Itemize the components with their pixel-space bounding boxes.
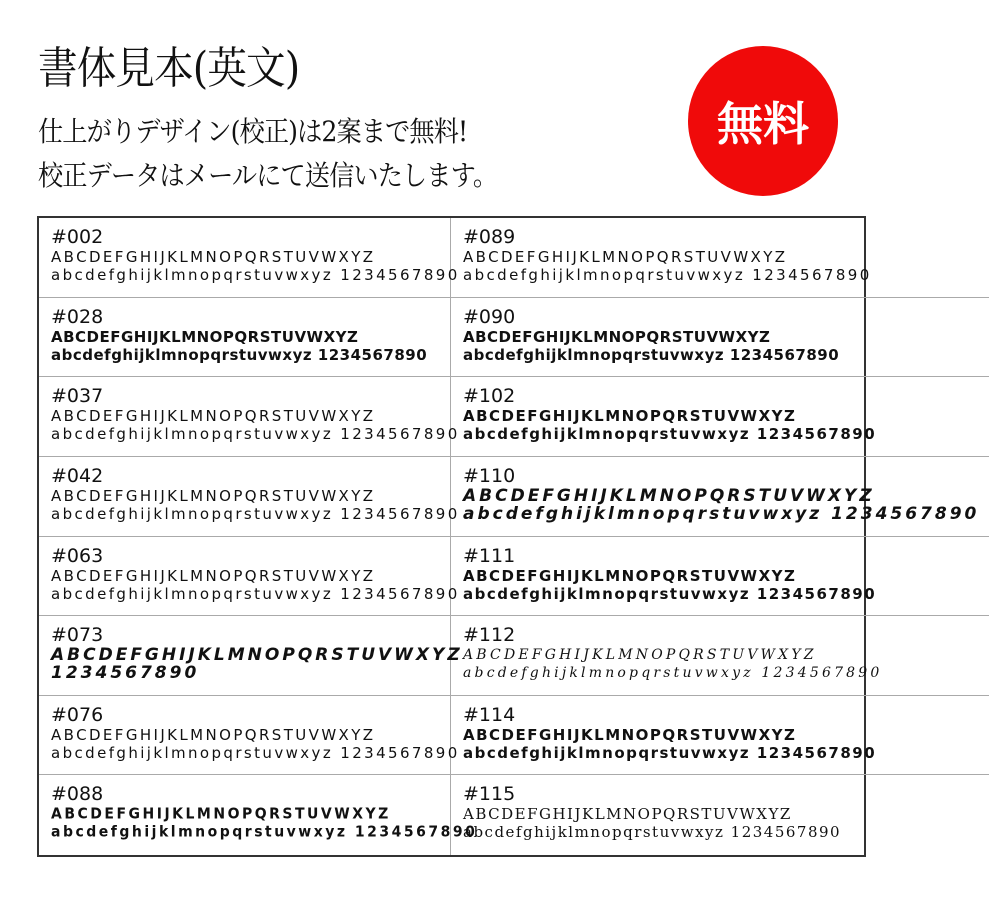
sample-uppercase: ABCDEFGHIJKLMNOPQRSTUVWXYZ <box>463 327 771 346</box>
sample-uppercase: ABCDEFGHIJKLMNOPQRSTUVWXYZ <box>51 645 463 666</box>
font-code: #076 <box>51 703 104 726</box>
font-sample-cell <box>451 616 989 696</box>
font-code: #063 <box>51 544 104 567</box>
font-sample-cell <box>451 696 989 776</box>
font-sample-cell <box>451 457 989 537</box>
font-code: #090 <box>463 305 516 328</box>
sample-uppercase: ABCDEFGHIJKLMNOPQRSTUVWXYZ <box>51 248 376 266</box>
sample-uppercase: ABCDEFGHIJKLMNOPQRSTUVWXYZ <box>51 566 376 585</box>
sample-uppercase: ABCDEFGHIJKLMNOPQRSTUVWXYZ <box>463 485 875 506</box>
font-code: #112 <box>463 624 516 647</box>
font-code: #115 <box>463 783 516 806</box>
font-code: #114 <box>463 703 516 726</box>
sample-lowercase-digits: abcdefghijklmnopqrstuvwxyz 1234567890 <box>463 266 872 284</box>
font-code: #110 <box>463 464 516 487</box>
font-code: #111 <box>463 544 516 567</box>
font-code: #102 <box>463 385 516 408</box>
sample-lowercase-digits: abcdefghijklmnopqrstuvwxyz 1234567890 <box>463 425 877 444</box>
sample-lowercase-digits: abcdefghijklmnopqrstuvwxyz 1234567890 <box>51 345 428 364</box>
sample-lowercase-digits: abcdefghijklmnopqrstuvwxyz 1234567890 <box>51 504 460 523</box>
font-sample-grid <box>37 216 980 857</box>
font-sample-cell <box>39 457 460 537</box>
sample-lowercase-digits: abcdefghijklmnopqrstuvwxyz 1234567890 <box>51 425 460 444</box>
font-code: #037 <box>51 385 104 408</box>
font-sample-cell <box>39 537 460 617</box>
sample-lowercase-digits: abcdefghijklmnopqrstuvwxyz 1234567890 <box>51 584 460 603</box>
font-sample-cell <box>39 696 460 776</box>
font-sample-cell <box>39 218 460 298</box>
sample-uppercase: ABCDEFGHIJKLMNOPQRSTUVWXYZ <box>463 647 817 664</box>
page-title: 書体見本(英文) <box>38 43 300 94</box>
font-sample-cell <box>39 298 451 378</box>
sample-lowercase-digits: abcdefghijklmnopqrstuvwxyz 1234567890 <box>463 665 883 682</box>
sample-uppercase: ABCDEFGHIJKLMNOPQRSTUVWXYZ <box>463 725 797 744</box>
sample-lowercase-digits: abcdefghijklmnopqrstuvwxyz 1234567890 <box>463 345 840 364</box>
font-code: #042 <box>51 464 104 487</box>
sample-lowercase-digits: abcdefghijklmnopqrstuvwxyz 1234567890 <box>463 743 877 762</box>
sample-uppercase: ABCDEFGHIJKLMNOPQRSTUVWXYZ <box>51 327 359 346</box>
sample-uppercase: ABCDEFGHIJKLMNOPQRSTUVWXYZ <box>463 805 792 824</box>
font-sample-cell <box>451 537 989 617</box>
sample-lowercase-digits: abcdefghijklmnopqrstuvwxyz 1234567890 <box>463 503 980 524</box>
sample-lowercase-digits: abcdefghijklmnopqrstuvwxyz 1234567890 <box>463 584 877 603</box>
font-sample-cell <box>39 616 463 696</box>
font-sample-cell <box>451 775 989 855</box>
free-badge: 無料 <box>688 46 838 196</box>
sample-uppercase: ABCDEFGHIJKLMNOPQRSTUVWXYZ <box>51 486 376 505</box>
font-sample-cell <box>39 377 460 457</box>
font-code: #002 <box>51 226 104 248</box>
sample-uppercase: ABCDEFGHIJKLMNOPQRSTUVWXYZ <box>463 248 788 266</box>
font-sample-cell <box>451 218 989 298</box>
sample-lowercase-digits: abcdefghijklmnopqrstuvwxyz 1234567890 <box>51 266 460 284</box>
sample-lowercase-digits: abcdefghijklmnopqrstuvwxyz 1234567890 <box>51 823 478 842</box>
sample-uppercase: ABCDEFGHIJKLMNOPQRSTUVWXYZ <box>51 805 391 824</box>
sample-lowercase-digits: abcdefghijklmnopqrstuvwxyz 1234567890 <box>463 823 842 842</box>
sample-uppercase: ABCDEFGHIJKLMNOPQRSTUVWXYZ <box>51 407 376 426</box>
sample-uppercase: ABCDEFGHIJKLMNOPQRSTUVWXYZ <box>463 407 797 426</box>
font-sample-cell <box>451 377 989 457</box>
subtitle-line-2: 校正データはメールにて送信いたします。 <box>38 159 498 192</box>
font-code: #073 <box>51 624 104 647</box>
subtitle-line-1: 仕上がりデザイン(校正)は2案まで無料! <box>38 115 468 148</box>
font-code: #028 <box>51 305 104 328</box>
font-sample-cell <box>451 298 989 378</box>
font-code: #089 <box>463 226 516 248</box>
sample-uppercase: ABCDEFGHIJKLMNOPQRSTUVWXYZ <box>463 566 797 585</box>
sample-lowercase-digits: abcdefghijklmnopqrstuvwxyz 1234567890 <box>51 743 460 762</box>
font-code: #088 <box>51 783 104 806</box>
sample-uppercase: ABCDEFGHIJKLMNOPQRSTUVWXYZ <box>51 725 376 744</box>
sample-lowercase-digits: 1234567890 <box>51 663 200 684</box>
font-sample-cell <box>39 775 478 855</box>
